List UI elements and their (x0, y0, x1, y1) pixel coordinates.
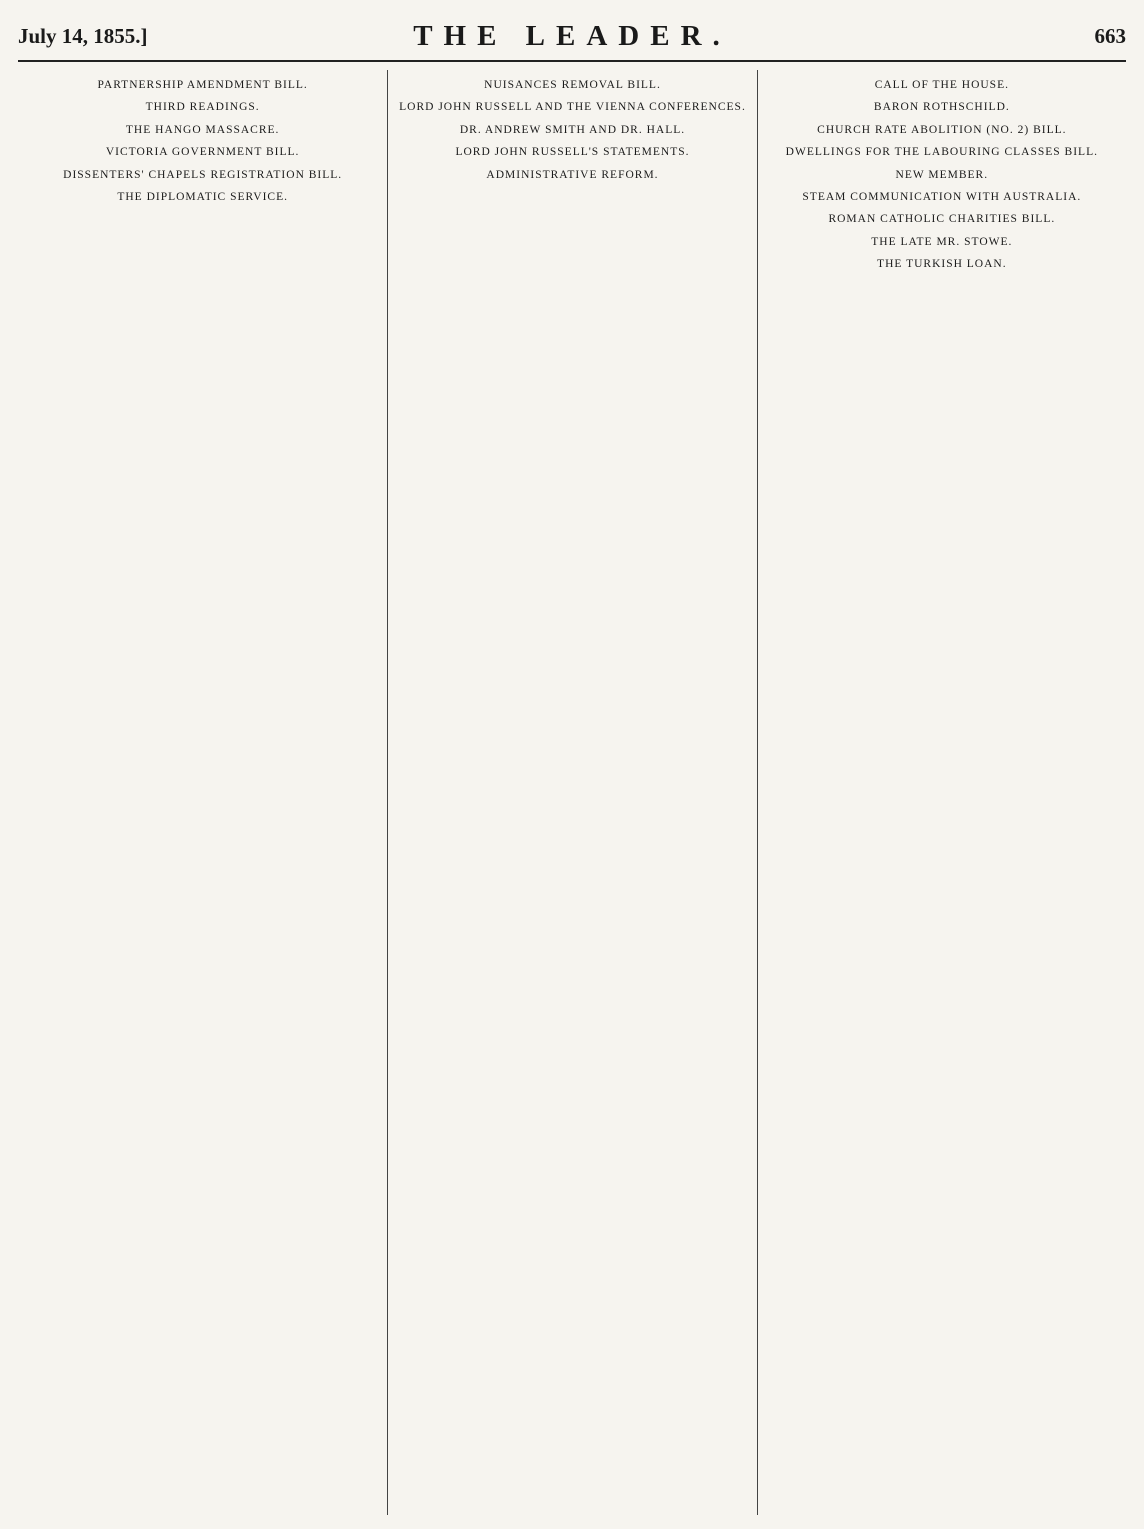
section-heading: THE HANGO MASSACRE. (125, 123, 280, 136)
section-heading: VICTORIA GOVERNMENT BILL. (105, 146, 300, 159)
newspaper-title: THE LEADER. (413, 20, 731, 52)
column-1 (18, 70, 387, 1515)
section-heading: DWELLINGS FOR THE LABOURING CLASSES BILL. (785, 146, 1098, 159)
issue-date: July 14, 1855.] (18, 24, 148, 48)
column-3 (757, 70, 1126, 1515)
section-heading: DR. ANDREW SMITH AND DR. HALL. (459, 123, 686, 136)
section-heading: THE DIPLOMATIC SERVICE. (117, 190, 288, 203)
section-heading: CHURCH RATE ABOLITION (NO. 2) BILL. (817, 123, 1067, 136)
section-heading: LORD JOHN RUSSELL'S STATEMENTS. (455, 146, 690, 159)
page-number: 663 (1094, 24, 1126, 48)
column-2 (387, 70, 756, 1515)
section-heading: LORD JOHN RUSSELL AND THE VIENNA CONFERENCES. (399, 101, 746, 114)
section-heading: THE LATE MR. STOWE. (871, 235, 1013, 248)
section-heading: CALL OF THE HOUSE. (874, 79, 1009, 91)
section-heading: NEW MEMBER. (895, 168, 989, 181)
section-heading: DISSENTERS' CHAPELS REGISTRATION BILL. (63, 168, 343, 181)
masthead (18, 14, 1126, 62)
section-heading: ADMINISTRATIVE REFORM. (486, 168, 659, 181)
section-heading: STEAM COMMUNICATION WITH AUSTRALIA. (802, 190, 1082, 203)
section-heading: ROMAN CATHOLIC CHARITIES BILL. (828, 213, 1056, 226)
section-heading: BARON ROTHSCHILD. (873, 101, 1010, 114)
article-columns (18, 70, 1126, 1515)
section-heading: PARTNERSHIP AMENDMENT BILL. (97, 79, 308, 91)
section-heading: NUISANCES REMOVAL BILL. (484, 79, 661, 91)
section-heading: THIRD READINGS. (145, 101, 260, 114)
section-heading: THE TURKISH LOAN. (877, 258, 1007, 270)
